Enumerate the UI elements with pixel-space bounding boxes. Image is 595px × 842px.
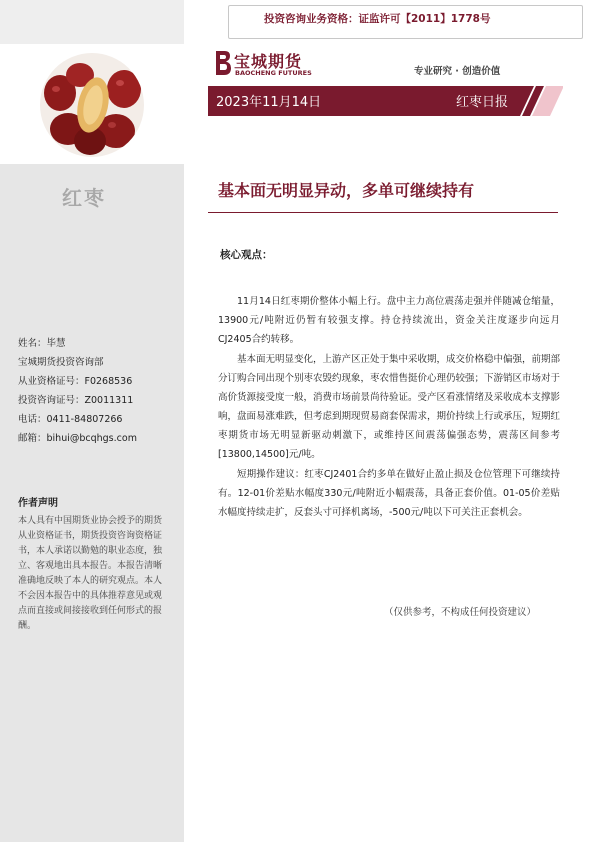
analyst-contact	[18, 334, 137, 448]
baocheng-logo-icon	[214, 49, 232, 77]
headline: 基本面无明显异动，多单可继续持有	[218, 181, 475, 200]
qualification-number: 从业资格证号：F0268536	[18, 376, 133, 387]
certification-text: 投资咨询业务资格：证监许可【2011】1778号	[264, 13, 491, 25]
footnote: （仅供参考，不构成任何投资建议）	[384, 607, 537, 618]
paragraph-market-summary: 11月14日红枣期价整体小幅上行。盘中主力高位震荡走强并伴随减仓缩量，13900元/吨附近仍暂有较强支撑。持仓持续流出，资金关注度逐步向远月CJ2405合约转移。	[218, 296, 560, 345]
disclaimer-text: 本人具有中国期货业协会授予的期货从业资格证书，期货投资咨询资格证书，本人承诺以勤勉的职业态度，独立、客观地出具本报告。本报告清晰准确地反映了本人的研究观点。本人不会因本报告中的具体推荐意见或观点而直接或间接接收到任何形式的报酬。	[18, 516, 163, 631]
logo-text-cn: 宝城期货	[234, 52, 303, 71]
email: 邮箱：bihui@bcqhgs.com	[18, 433, 137, 444]
analyst-department: 宝城期货投资咨询部	[18, 357, 104, 368]
phone: 电话：0411-84807266	[18, 414, 123, 425]
jujube-photo	[40, 53, 144, 157]
paragraph-fundamentals: 基本面无明显变化，上游产区正处于集中采收期，成交价格稳中偏强，前期部分订购合同出现个别枣农毁约现象，枣农惜售挺价心理仍较强；下游销区市场对于高价货源接受度一般，消费市场前景尚待验证。受产区看涨情绪及采收成本支撑影响，盘面易涨难跌，但考虑到期现贸易商套保需求，期价持续上行或承压，短期红枣期货市场无明显新驱动刺激下，或维持区间震荡偏强态势，震荡区间参考[13800,14500]元/吨。	[218, 354, 561, 460]
report-date: 2023年11月14日	[216, 95, 322, 110]
disclaimer-title: 作者声明	[18, 498, 58, 509]
core-view-label: 核心观点：	[220, 249, 273, 261]
top-left-block	[0, 0, 184, 44]
paragraph-trading-advice: 短期操作建议：红枣CJ2401合约多单在做好止盈止损及仓位管理下可继续持有。12-01价差贴水幅度330元/吨附近小幅震荡，具备正套价值。01-05价差贴水幅度持续走扩，反套头寸可择机离场，-500元/吨以下可关注正套机会。	[218, 469, 560, 518]
sidebar-title: 红枣	[62, 186, 106, 210]
slogan: 专业研究 · 创造价值	[414, 66, 501, 77]
report-body	[218, 292, 560, 523]
analyst-name: 姓名：毕慧	[18, 338, 66, 349]
report-type: 红枣日报	[456, 95, 509, 110]
logo-text-en: BAOCHENG FUTURES	[235, 69, 312, 77]
consulting-number: 投资咨询证号：Z0011311	[18, 395, 134, 406]
headline-rule	[208, 212, 558, 213]
